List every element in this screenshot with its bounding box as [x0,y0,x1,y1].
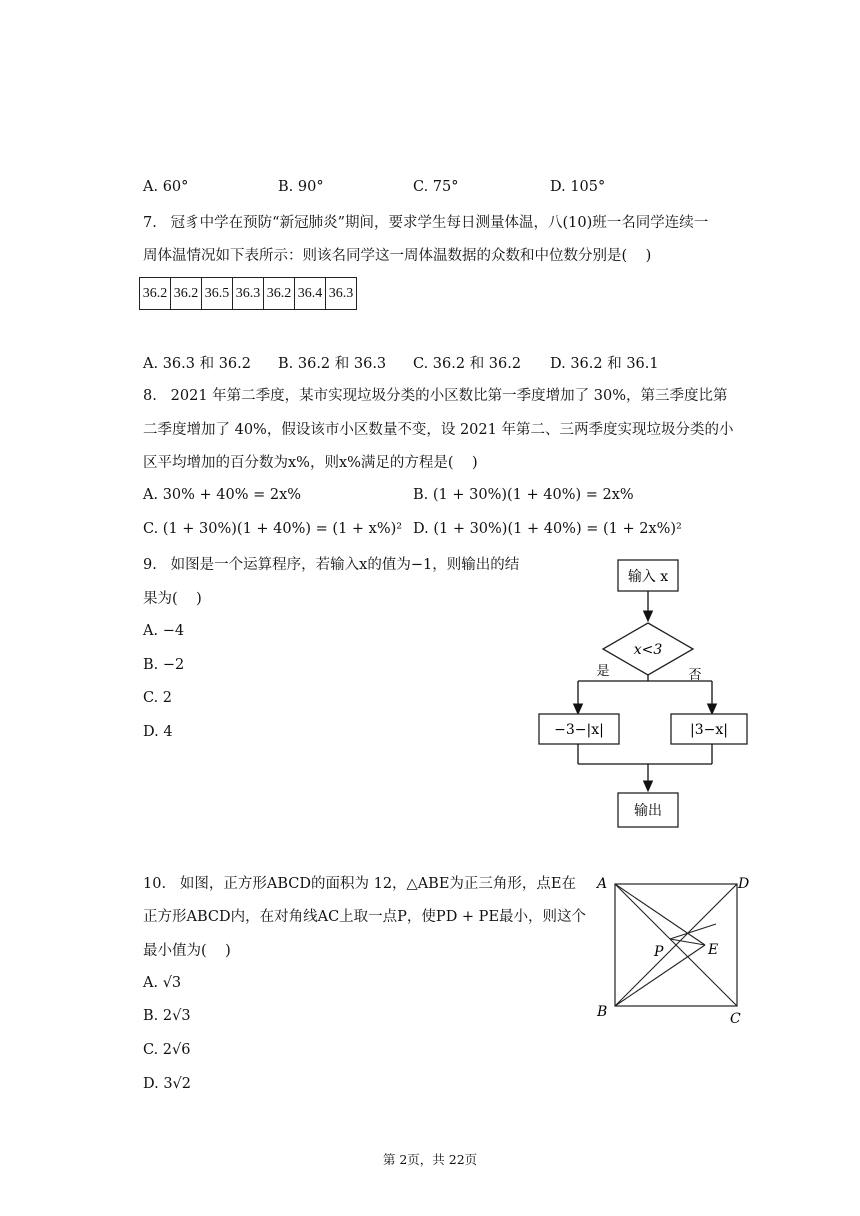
q7-option-a: A. 36.3 和 36.2 [143,356,251,372]
temp-cell: 36.4 [295,278,326,310]
q9-option-a: A. −4 [143,623,185,639]
q7-temperature-table [139,277,357,310]
q7-option-d: D. 36.2 和 36.1 [550,356,659,372]
q6-option-c: C. 75° [413,179,459,195]
q10-option-b: B. 2√3 [143,1008,191,1024]
flow-left-label: −3−|x| [554,722,604,738]
q10-stem-line1: 10. 如图，正方形ABCD的面积为 12，△ABE为正三角形，点E在 [143,876,577,892]
q7-stem-line1: 7. 冠豸中学在预防“新冠肺炎”期间，要求学生每日测量体温，八(10)班一名同学连续一 [143,215,709,231]
q9-stem-line1: 9. 如图是一个运算程序，若输入x的值为−1，则输出的结 [143,557,520,573]
q9-option-b: B. −2 [143,657,185,673]
q8-stem-line3: 区平均增加的百分数为x%，则x%满足的方程是( ) [143,455,478,471]
temp-cell: 36.3 [233,278,264,310]
q10-square-figure [592,870,757,1030]
q8-stem-line2: 二季度增加了 40%，假设该市小区数量不变，设 2021 年第二、三两季度实现垃圾分类的小 [143,422,734,438]
temp-cell: 36.2 [140,278,171,310]
temp-cell: 36.2 [171,278,202,310]
temp-cell: 36.2 [264,278,295,310]
temp-cell: 36.3 [326,278,357,310]
fig-label-c: C [730,1011,741,1027]
fig-label-p: P [654,944,664,960]
q10-option-d: D. 3√2 [143,1076,192,1092]
q7-stem-line2: 周体温情况如下表所示：则该名同学这一周体温数据的众数和中位数分别是( ) [143,248,652,264]
q10-stem-line2: 正方形ABCD内，在对角线AC上取一点P，使PD + PE最小，则这个 [143,909,587,925]
q10-stem-line3: 最小值为( ) [143,943,231,959]
fig-label-e: E [708,942,719,958]
q9-flowchart [530,555,760,840]
flow-input-label: 输入 x [627,569,669,585]
flow-condition-label: x<3 [633,642,663,658]
fig-label-a: A [597,876,608,892]
q9-option-c: C. 2 [143,690,173,706]
flow-no-label: 否 [688,668,702,683]
q8-stem-line1: 8. 2021 年第二季度，某市实现垃圾分类的小区数比第一季度增加了 30%，第三季度比第 [143,388,728,404]
q9-stem-line2: 果为( ) [143,591,202,607]
q6-option-d: D. 105° [550,179,606,195]
flow-right-label: |3−x| [690,722,728,738]
temp-cell: 36.5 [202,278,233,310]
flow-output-label: 输出 [634,803,662,819]
fig-label-b: B [597,1004,608,1020]
q6-option-a: A. 60° [143,179,189,195]
q9-option-d: D. 4 [143,724,173,740]
q10-option-a: A. √3 [143,975,182,991]
page-footer: 第 2页，共 22页 [382,1152,478,1167]
q10-option-c: C. 2√6 [143,1042,191,1058]
q8-option-c: C. (1 + 30%)(1 + 40%) = (1 + x%)² [143,521,403,537]
q6-option-b: B. 90° [278,179,324,195]
flow-yes-label: 是 [596,664,610,679]
q7-option-c: C. 36.2 和 36.2 [413,356,522,372]
q8-option-b: B. (1 + 30%)(1 + 40%) = 2x% [413,487,634,503]
q7-option-b: B. 36.2 和 36.3 [278,356,387,372]
q8-option-a: A. 30% + 40% = 2x% [143,487,302,503]
q8-option-d: D. (1 + 30%)(1 + 40%) = (1 + 2x%)² [413,521,682,537]
fig-label-d: D [738,876,750,892]
